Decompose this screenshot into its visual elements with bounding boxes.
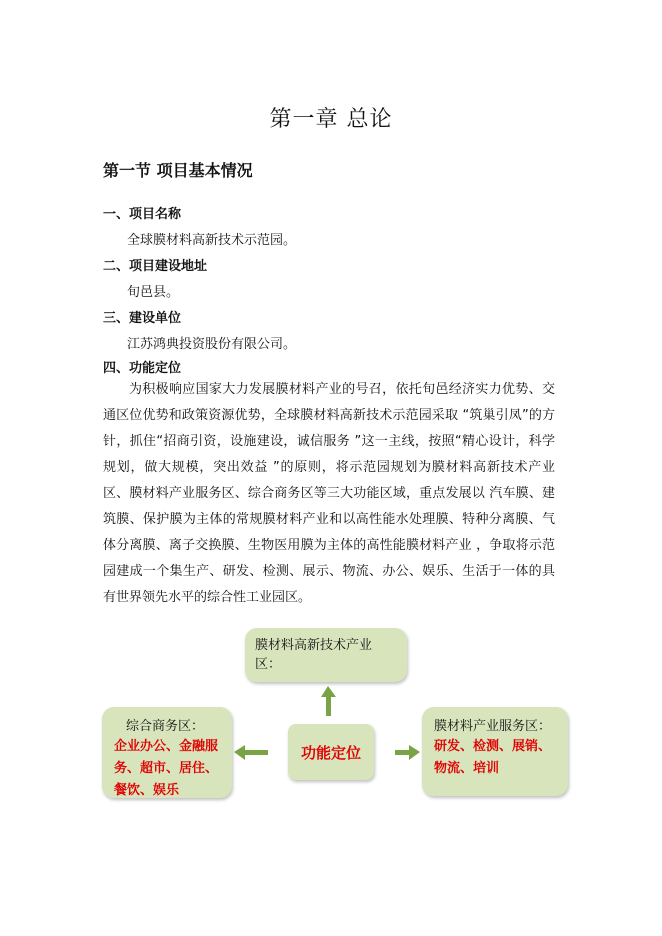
item-heading-location: 二、项目建设地址 — [103, 259, 208, 274]
item-content-project-name: 全球膜材料高新技术示范园。 — [127, 233, 297, 248]
item-heading-builder: 三、建设单位 — [103, 311, 182, 326]
box-service-title: 膜材料产业服务区： — [434, 719, 552, 734]
box-service-detail: 研发、检测、展销、物流、培训 — [434, 739, 552, 776]
item-heading-project-name: 一、项目名称 — [103, 207, 182, 222]
section-title: 第一节 项目基本情况 — [103, 161, 253, 180]
item-heading-positioning: 四、功能定位 — [103, 361, 182, 376]
item-content-positioning: 为积极响应国家大力发展膜材料产业的号召，依托旬邑经济实力优势、交通区位优势和政策资源优势，全球膜材料高新技术示范园采取 “筑巢引凤”的方针，抓住“招商引资，设施建设，诚信服务 ”这一主线，按照“精心设计，科学规划，做大规模，突出效益 ”的原则，将示范园规划为膜材料高新技术产业区、膜材料产业服务区、综合商务区等三大功能区域，重点发展以 汽车膜、建筑膜、保护膜为主体的常规膜材料产业和以高性能水处理膜、特种分离膜、气体分离膜、离子交换膜、生物医用膜为主体的高性能膜材料产业 ，争取将示范园建成一个集生产、研发、检测、展示、物流、办公、娱乐、生活于一体的具有世界领先水平的综合性工业园区。 — [103, 382, 555, 605]
box-business-detail: 企业办公、金融服务、超市、居住、餐饮、娱乐 — [114, 739, 219, 798]
arrow-up-icon — [321, 686, 336, 716]
center-function-box: 功能定位 — [288, 724, 374, 780]
arrow-left-icon — [234, 745, 268, 760]
box-business-title: 综合商务区： — [126, 719, 205, 734]
box-tech-industry-title: 膜材料高新技术产业区： — [255, 638, 373, 672]
arrow-right-icon — [395, 745, 420, 760]
item-content-builder: 江苏鸿典投资股份有限公司。 — [127, 337, 297, 352]
chapter-title: 第一章 总论 — [269, 107, 393, 132]
item-content-location: 旬邑县。 — [127, 285, 180, 300]
